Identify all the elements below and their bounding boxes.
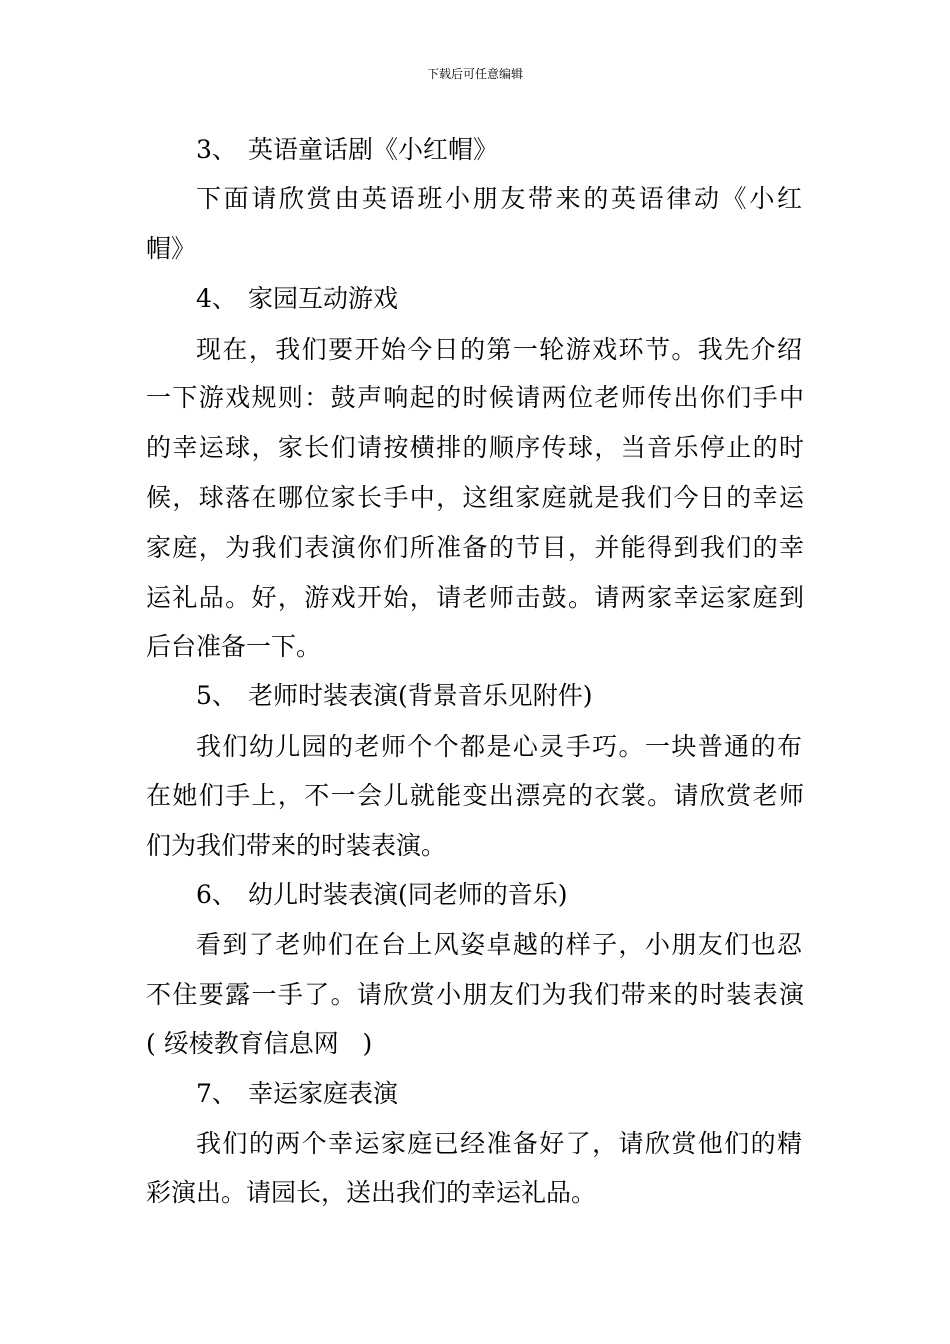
section-number: 3、 (196, 135, 237, 164)
section-title: 家园互动游戏 (248, 284, 399, 313)
paragraph-line: 下面请欣赏由英语班小朋友带来的英语律动《小红 (196, 184, 802, 213)
paragraph-line: 家庭，为我们表演你们所准备的节目，并能得到我们的幸 (146, 533, 804, 562)
section-number: 5、 (196, 681, 237, 710)
paragraph-line: 我们的两个幸运家庭已经准备好了，请欣赏他们的精 (196, 1129, 802, 1158)
section-number: 7、 (196, 1079, 237, 1108)
paragraph-line: 后台准备一下。 (146, 632, 322, 661)
section-title: 老师时装表演(背景音乐见附件) (248, 681, 593, 710)
section-title: 幸运家庭表演 (248, 1079, 399, 1108)
section-heading-4 (196, 282, 876, 316)
paragraph-line: 彩演出。请园长，送出我们的幸运礼品。 (146, 1178, 597, 1207)
section-title: 幼儿时装表演(同老师的音乐) (248, 880, 568, 909)
paragraph-line: 运礼品。好，游戏开始，请老师击鼓。请两家幸运家庭到 (146, 583, 804, 612)
page-header: 下载后可任意编辑 (426, 67, 523, 81)
paragraph-line: ( 绥棱教育信息网 ) (146, 1029, 373, 1058)
section-number: 6、 (196, 880, 237, 909)
paragraph-line: 现在，我们要开始今日的第一轮游戏环节。我先介绍 (196, 335, 802, 364)
paragraph-line: 帽》 (146, 234, 197, 263)
section-number: 4、 (196, 284, 237, 313)
section-heading-6 (196, 878, 876, 912)
section-title: 英语童话剧《小红帽》 (248, 135, 499, 164)
paragraph-line: 们为我们带来的时装表演。 (146, 831, 447, 860)
paragraph-line: 我们幼儿园的老师个个都是心灵手巧。一块普通的布 (196, 732, 802, 761)
paragraph-line: 看到了老帅们在台上风姿卓越的样子，小朋友们也忍 (196, 930, 802, 959)
paragraph-line: 在她们手上，不一会儿就能变出漂亮的衣裳。请欣赏老师 (146, 781, 804, 810)
paragraph-line: 的幸运球，家长们请按横排的顺序传球，当音乐停止的时 (146, 433, 804, 462)
paragraph-line: 一下游戏规则：鼓声响起的时候请两位老师传出你们手中 (146, 383, 804, 412)
paragraph-line: 不住要露一手了。请欣赏小朋友们为我们带来的时装表演 (146, 980, 804, 1009)
section-heading-3 (196, 133, 876, 167)
section-heading-7 (196, 1077, 876, 1111)
paragraph-line: 候，球落在哪位家长手中，这组家庭就是我们今日的幸运 (146, 483, 804, 512)
section-heading-5 (196, 679, 876, 713)
